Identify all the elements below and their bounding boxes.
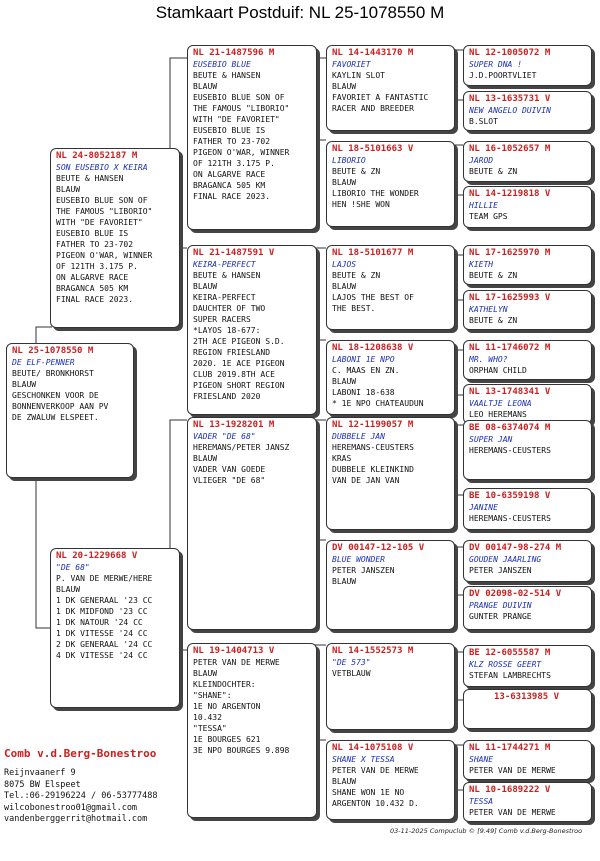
ancestor-card (463, 45, 592, 86)
pigeon-name: SUPER JAN (469, 435, 513, 444)
card-line: BLAUW (56, 585, 81, 594)
card-line: 2020. 1E ACE PIGEON (193, 359, 285, 368)
address-line: 8075 BW Elspeet (4, 779, 81, 790)
pigeon-name: LABONI 1E NPO (332, 355, 395, 364)
dam-dam-card (187, 643, 317, 818)
card-line: EUSEBIO BLUE IS (193, 126, 266, 135)
ring-number: DV 00147-12-105 V (332, 543, 425, 553)
card-line: BLAUW (193, 669, 218, 678)
dd-sire-card (326, 643, 455, 730)
ancestor-card (463, 340, 592, 380)
ancestor-card (463, 186, 592, 228)
card-line: THE BEST. (332, 304, 376, 313)
card-line: KLEINDOCHTER: (193, 680, 256, 689)
pigeon-name: VADER "DE 68" (193, 432, 256, 441)
dam-card (50, 548, 180, 708)
card-line: BLAUW (193, 454, 218, 463)
pigeon-name: KATHELYN (469, 305, 508, 314)
ring-number: NL 13-1635731 V (469, 94, 551, 104)
page-title: Stamkaart Postduif: NL 25-1078550 M (155, 3, 445, 22)
card-line: EUSEBIO BLUE SON OF (193, 93, 285, 102)
owner-address (4, 768, 158, 826)
card-line: PETER VAN DE MERWE (469, 808, 556, 817)
card-line: STEFAN LAMBRECHTS (469, 671, 551, 680)
pigeon-name: SHANE (469, 755, 494, 764)
ancestor-card (463, 740, 592, 780)
dd-dam-card (326, 740, 455, 820)
card-line: WITH "DE FAVORIET" (56, 218, 143, 227)
card-line: HEREMANS-CEUSTERS (469, 446, 551, 455)
ancestor-card (463, 645, 592, 687)
card-line: FATHER TO 23-702 (193, 137, 271, 146)
card-line: PIGEON O'WAR, WINNER (56, 251, 153, 260)
ring-number: NL 13-1928201 M (193, 420, 275, 430)
card-line: CLUB 2019.8TH ACE (193, 370, 275, 379)
card-line: FATHER TO 23-702 (56, 240, 134, 249)
card-line: HEREMANS-CEUSTERS (469, 514, 551, 523)
card-line: 10.432 (193, 713, 222, 722)
ring-number: DV 00147-98-274 M (469, 543, 562, 553)
card-line: PETER VAN DE MERWE (332, 766, 419, 775)
card-line: BEUTE & HANSEN (56, 174, 124, 183)
card-line: ON ALGARVE RACE (193, 170, 266, 179)
ancestor-card (463, 488, 592, 530)
ring-number: NL 10-1689222 V (469, 785, 551, 795)
card-line: THE FAMOUS "LIBORIO" (193, 104, 290, 113)
card-line: 1 DK MIDFOND '23 CC (56, 607, 148, 616)
ring-number: NL 21-1487591 V (193, 248, 275, 258)
card-line: "SHANE": (193, 691, 232, 700)
card-line: PIGEON O'WAR, WINNER (193, 148, 290, 157)
pigeon-name: KEIRA-PERFECT (193, 260, 256, 269)
ring-number: NL 18-5101677 M (332, 248, 414, 258)
card-line: EUSEBIO BLUE SON OF (56, 196, 148, 205)
ring-number: NL 11-1746072 M (469, 343, 551, 353)
phone-line: Tel.:06-29196224 / 06-53777488 (4, 791, 158, 802)
pigeon-name: VAALTJE LEONA (469, 399, 532, 408)
ring-number: BE 08-6374074 M (469, 423, 551, 433)
card-line: BEUTE & ZN (469, 271, 518, 280)
card-line: VLIEGER "DE 68" (193, 476, 266, 485)
owner-name: Comb v.d.Berg-Bonestroo (4, 747, 157, 760)
pigeon-name: "DE 68" (56, 563, 90, 572)
subject-pigeon-card (6, 343, 134, 478)
card-line: 1E BOURGES 621 (193, 735, 261, 744)
card-line: HEREMANS-CEUSTERS (332, 443, 414, 452)
card-line: EUSEBIO BLUE IS (56, 229, 129, 238)
pigeon-name: LIBORIO (332, 156, 366, 165)
card-line: 2 DK GENERAAL '24 CC (56, 640, 153, 649)
card-line: BLAUW (193, 282, 218, 291)
card-line: LABONI 18-638 (332, 388, 395, 397)
card-line: 4 DK VITESSE '24 CC (56, 651, 148, 660)
card-line: SHANE WON 1E NO (332, 788, 405, 797)
ring-number: BE 12-6055587 M (469, 648, 551, 658)
ring-number: NL 14-1443170 M (332, 48, 414, 58)
dam-sire-card (187, 417, 317, 630)
card-line: "TESSA" (193, 724, 227, 733)
ring-number: NL 24-8052187 M (56, 151, 138, 161)
card-line: PETER VAN DE MERWE (193, 658, 280, 667)
pigeon-name: EUSEBIO BLUE (193, 60, 251, 69)
card-line: BLAUW (12, 380, 37, 389)
pigeon-name: JAROD (469, 156, 494, 165)
ring-number: NL 21-1487596 M (193, 48, 275, 58)
card-line: THE FAMOUS "LIBORIO" (56, 207, 153, 216)
card-line: BONNENVERKOOP AAN PV (12, 402, 109, 411)
ancestor-card (463, 290, 592, 330)
card-line: BLAUW (332, 777, 357, 786)
card-line: *LAYOS 18-677: (193, 326, 261, 335)
pigeon-name: SHANE X TESSA (332, 755, 395, 764)
card-line: 3E NPO BOURGES 9.898 (193, 746, 290, 755)
card-line: BLAUW (332, 178, 357, 187)
ss-sire-card (326, 45, 455, 131)
ring-number: NL 20-1229668 V (56, 551, 138, 561)
sd-dam-card (326, 340, 455, 415)
card-line: 1E NO ARGENTON (193, 702, 261, 711)
card-line: BEUTE & HANSEN (193, 271, 261, 280)
pigeon-name: SON EUSEBIO X KEIRA (56, 163, 148, 172)
ancestor-card (463, 384, 592, 424)
card-line: BRAGANCA 505 KM (56, 284, 129, 293)
card-line: VADER VAN GOEDE (193, 465, 266, 474)
card-line: DE ZWALUW ELSPEET. (12, 413, 99, 422)
card-line: BEUTE & HANSEN (193, 71, 261, 80)
card-line: 1 DK VITESSE '24 CC (56, 629, 148, 638)
card-line: RACER AND BREEDER (332, 104, 414, 113)
email-line: wilcobonestroo01@gmail.com (4, 802, 138, 813)
card-line: DAUCHTER OF TWO (193, 304, 266, 313)
card-line: BEUTE & ZN (332, 167, 381, 176)
ring-number: NL 13-1748341 V (469, 387, 551, 397)
sd-sire-card (326, 245, 455, 330)
ring-number: 13-6313985 V (494, 692, 560, 702)
card-line: SUPER RACERS (193, 315, 251, 324)
ancestor-card (463, 782, 592, 822)
ancestor-card (463, 689, 592, 729)
card-line: BLAUW (332, 577, 357, 586)
card-line: BEUTE & ZN (332, 271, 381, 280)
card-line: KAYLIN SLOT (332, 71, 385, 80)
ring-number: NL 18-5101663 V (332, 144, 414, 154)
card-line: PETER JANSZEN (469, 566, 532, 575)
ancestor-card (463, 91, 592, 131)
ring-number: NL 16-1052657 M (469, 144, 551, 154)
card-line: BEUTE & ZN (469, 316, 518, 325)
card-line: FRIESLAND 2020 (193, 392, 261, 401)
card-line: PETER JANSZEN (332, 566, 395, 575)
card-line: BEUTE & ZN (469, 167, 518, 176)
ancestor-card (463, 586, 592, 630)
card-line: ARGENTON 10.432 D. (332, 799, 419, 808)
sire-card (50, 148, 180, 328)
card-line: J.D.POORTVLIET (469, 71, 537, 80)
ring-number: NL 12-1005072 M (469, 48, 551, 58)
ring-number: NL 14-1219818 V (469, 189, 551, 199)
card-line: KEIRA-PERFECT (193, 293, 256, 302)
ring-number: BE 10-6359198 V (469, 491, 551, 501)
card-line: BLAUW (56, 185, 81, 194)
card-line: B.SLOT (469, 117, 498, 126)
card-line: C. MAAS EN ZN. (332, 366, 400, 375)
ring-number: NL 17-1625970 M (469, 248, 551, 258)
pigeon-name: FAVORIET (332, 60, 371, 69)
pigeon-name: JANINE (469, 503, 498, 512)
card-line: P. VAN DE MERWE/HERE (56, 574, 153, 583)
card-line: GESCHONKEN VOOR DE (12, 391, 99, 400)
ancestor-card (463, 540, 592, 582)
pigeon-name: SUPER DNA ! (469, 60, 522, 69)
card-line: GUNTER PRANGE (469, 612, 532, 621)
card-line: FINAL RACE 2023. (193, 192, 271, 201)
card-line: BRAGANCA 505 KM (193, 181, 266, 190)
pigeon-name: NEW ANGELO DUIVIN (469, 106, 551, 115)
ring-number: NL 11-1744271 M (469, 743, 551, 753)
pigeon-name: TESSA (469, 797, 494, 806)
card-line: OF 121TH 3.175 P. (56, 262, 138, 271)
card-line: WITH "DE FAVORIET" (193, 115, 280, 124)
ancestor-card (463, 420, 592, 480)
card-line: BLAUW (193, 82, 218, 91)
print-stamp: 03-11-2025 Compuclub © [9.49] Comb v.d.Berg-Bonestroo (390, 827, 583, 835)
pigeon-name: DUBBELE JAN (332, 432, 385, 441)
card-line: BLAUW (332, 282, 357, 291)
pigeon-name: KLZ ROSSE GEERT (469, 660, 542, 669)
sire-sire-card (187, 45, 317, 230)
email-line: vandenberggerrit@hotmail.com (4, 814, 148, 825)
card-line: ORPHAN CHILD (469, 366, 527, 375)
card-line: PETER VAN DE MERWE (469, 766, 556, 775)
pigeon-name: GOUDEN JAARLING (469, 555, 542, 564)
ancestor-card (463, 141, 592, 182)
card-line: BEUTE/ BRONKHORST (12, 369, 94, 378)
card-line: 1 DK GENERAAL '23 CC (56, 596, 153, 605)
card-line: HEREMANS/PETER JANSZ (193, 443, 290, 452)
card-line: FINAL RACE 2023. (56, 295, 134, 304)
card-line: BLAUW (332, 377, 357, 386)
pigeon-name: PRANGE DUIVIN (469, 601, 532, 610)
address-line: Reijnvaanerf 9 (4, 768, 76, 778)
ss-dam-card (326, 141, 455, 227)
card-line: 2TH ACE PIGEON S.D. (193, 337, 285, 346)
ring-number: NL 14-1075108 V (332, 743, 414, 753)
pigeon-name: BLUE WONDER (332, 555, 385, 564)
ring-number: NL 25-1078550 M (12, 346, 94, 356)
card-line: BLAUW (332, 82, 357, 91)
card-line: 1 DK NATOUR '24 CC (56, 618, 143, 627)
ring-number: DV 02098-02-514 V (469, 589, 562, 599)
card-line: VETBLAUW (332, 669, 371, 678)
card-line: PIGEON SHORT REGION (193, 381, 285, 390)
ring-number: NL 14-1552573 M (332, 646, 414, 656)
sire-dam-card (187, 245, 317, 415)
ds-sire-card (326, 417, 455, 530)
pigeon-name: HILLIE (469, 201, 498, 210)
card-line: ON ALGARVE RACE (56, 273, 129, 282)
card-line: LAJOS THE BEST OF (332, 293, 414, 302)
pigeon-name: KIETH (469, 260, 494, 269)
card-line: VAN DE JAN VAN (332, 476, 400, 485)
card-line: KRAS (332, 454, 352, 463)
card-line: * 1E NPO CHATEAUDUN (332, 399, 424, 408)
card-line: HEN !SHE WON (332, 200, 390, 209)
card-line: LIBORIO THE WONDER (332, 189, 419, 198)
ring-number: NL 18-1208638 V (332, 343, 414, 353)
card-line: DUBBELE KLEINKIND (332, 465, 414, 474)
card-line: TEAM GPS (469, 212, 508, 221)
pigeon-name: DE ELF-PENNER (12, 358, 75, 367)
pigeon-name: MR. WHO? (469, 355, 508, 364)
card-line: OF 121TH 3.175 P. (193, 159, 275, 168)
ds-dam-card (326, 540, 455, 630)
ring-number: NL 17-1625993 V (469, 293, 551, 303)
ring-number: NL 12-1199057 M (332, 420, 414, 430)
card-line: FAVORIET A FANTASTIC (332, 93, 429, 102)
card-line: LEO HEREMANS (469, 410, 527, 419)
ancestor-card (463, 245, 592, 285)
card-line: REGION FRIESLAND (193, 348, 271, 357)
ring-number: NL 19-1404713 V (193, 646, 275, 656)
pigeon-name: "DE 573" (332, 658, 371, 667)
pigeon-name: LAJOS (332, 260, 357, 269)
